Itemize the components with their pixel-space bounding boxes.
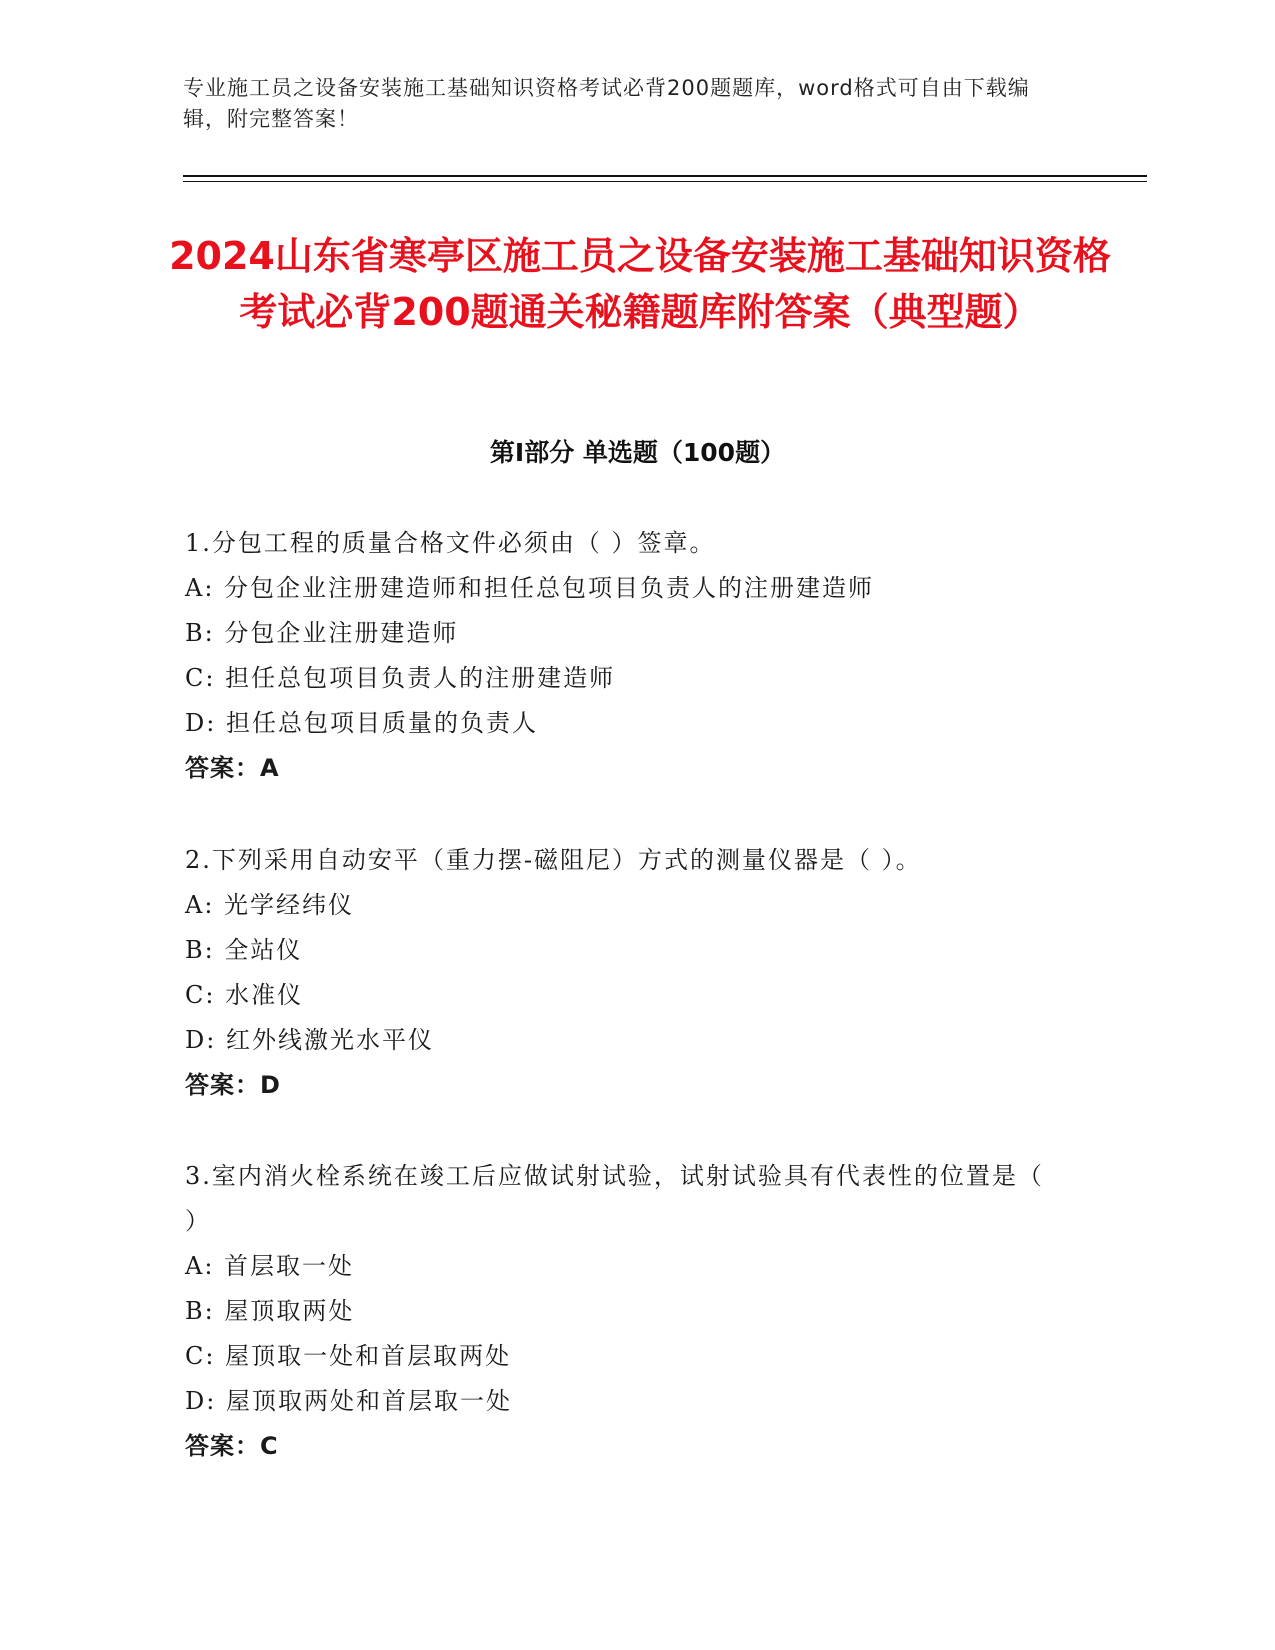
section-heading: 第Ⅰ部分 单选题（100题） — [489, 438, 786, 467]
header-note: 专业施工员之设备安装施工基础知识资格考试必背200题题库，word格式可自由下载编辑，附完整答案！ — [183, 76, 1030, 131]
question-stem: 1.分包工程的质量合格文件必须由（ ）签章。 — [185, 529, 716, 557]
option-c: C: 水准仪 — [185, 981, 304, 1009]
answer-line: 答案：C — [185, 1432, 279, 1460]
option-a: A: 分包企业注册建造师和担任总包项目负责人的注册建造师 — [185, 574, 875, 602]
option-c: C: 担任总包项目负责人的注册建造师 — [185, 664, 616, 692]
answer-line: 答案：A — [185, 754, 280, 782]
header-divider-thick — [183, 175, 1147, 177]
option-d: D: 担任总包项目质量的负责人 — [185, 709, 538, 737]
option-b: B: 屋顶取两处 — [185, 1297, 355, 1325]
option-d: D: 红外线激光水平仪 — [185, 1026, 434, 1054]
question-block — [185, 1154, 1065, 1469]
question-stem: 3.室内消火栓系统在竣工后应做试射试验，试射试验具有代表性的位置是（ ） — [185, 1162, 1044, 1235]
option-a: A: 光学经纬仪 — [185, 891, 355, 919]
answer-line: 答案：D — [185, 1071, 281, 1099]
option-b: B: 全站仪 — [185, 936, 303, 964]
option-b: B: 分包企业注册建造师 — [185, 619, 459, 647]
option-c: C: 屋顶取一处和首层取两处 — [185, 1342, 512, 1370]
document-title: 2024山东省寒亭区施工员之设备安装施工基础知识资格考试必背200题通关秘籍题库附答案（典型题） — [169, 234, 1111, 334]
question-block — [185, 521, 1065, 791]
header-divider-thin — [183, 181, 1147, 182]
question-block — [185, 838, 1065, 1108]
question-stem: 2.下列采用自动安平（重力摆-磁阻尼）方式的测量仪器是（ ）。 — [185, 846, 922, 874]
option-a: A: 首层取一处 — [185, 1252, 355, 1280]
option-d: D: 屋顶取两处和首层取一处 — [185, 1387, 512, 1415]
